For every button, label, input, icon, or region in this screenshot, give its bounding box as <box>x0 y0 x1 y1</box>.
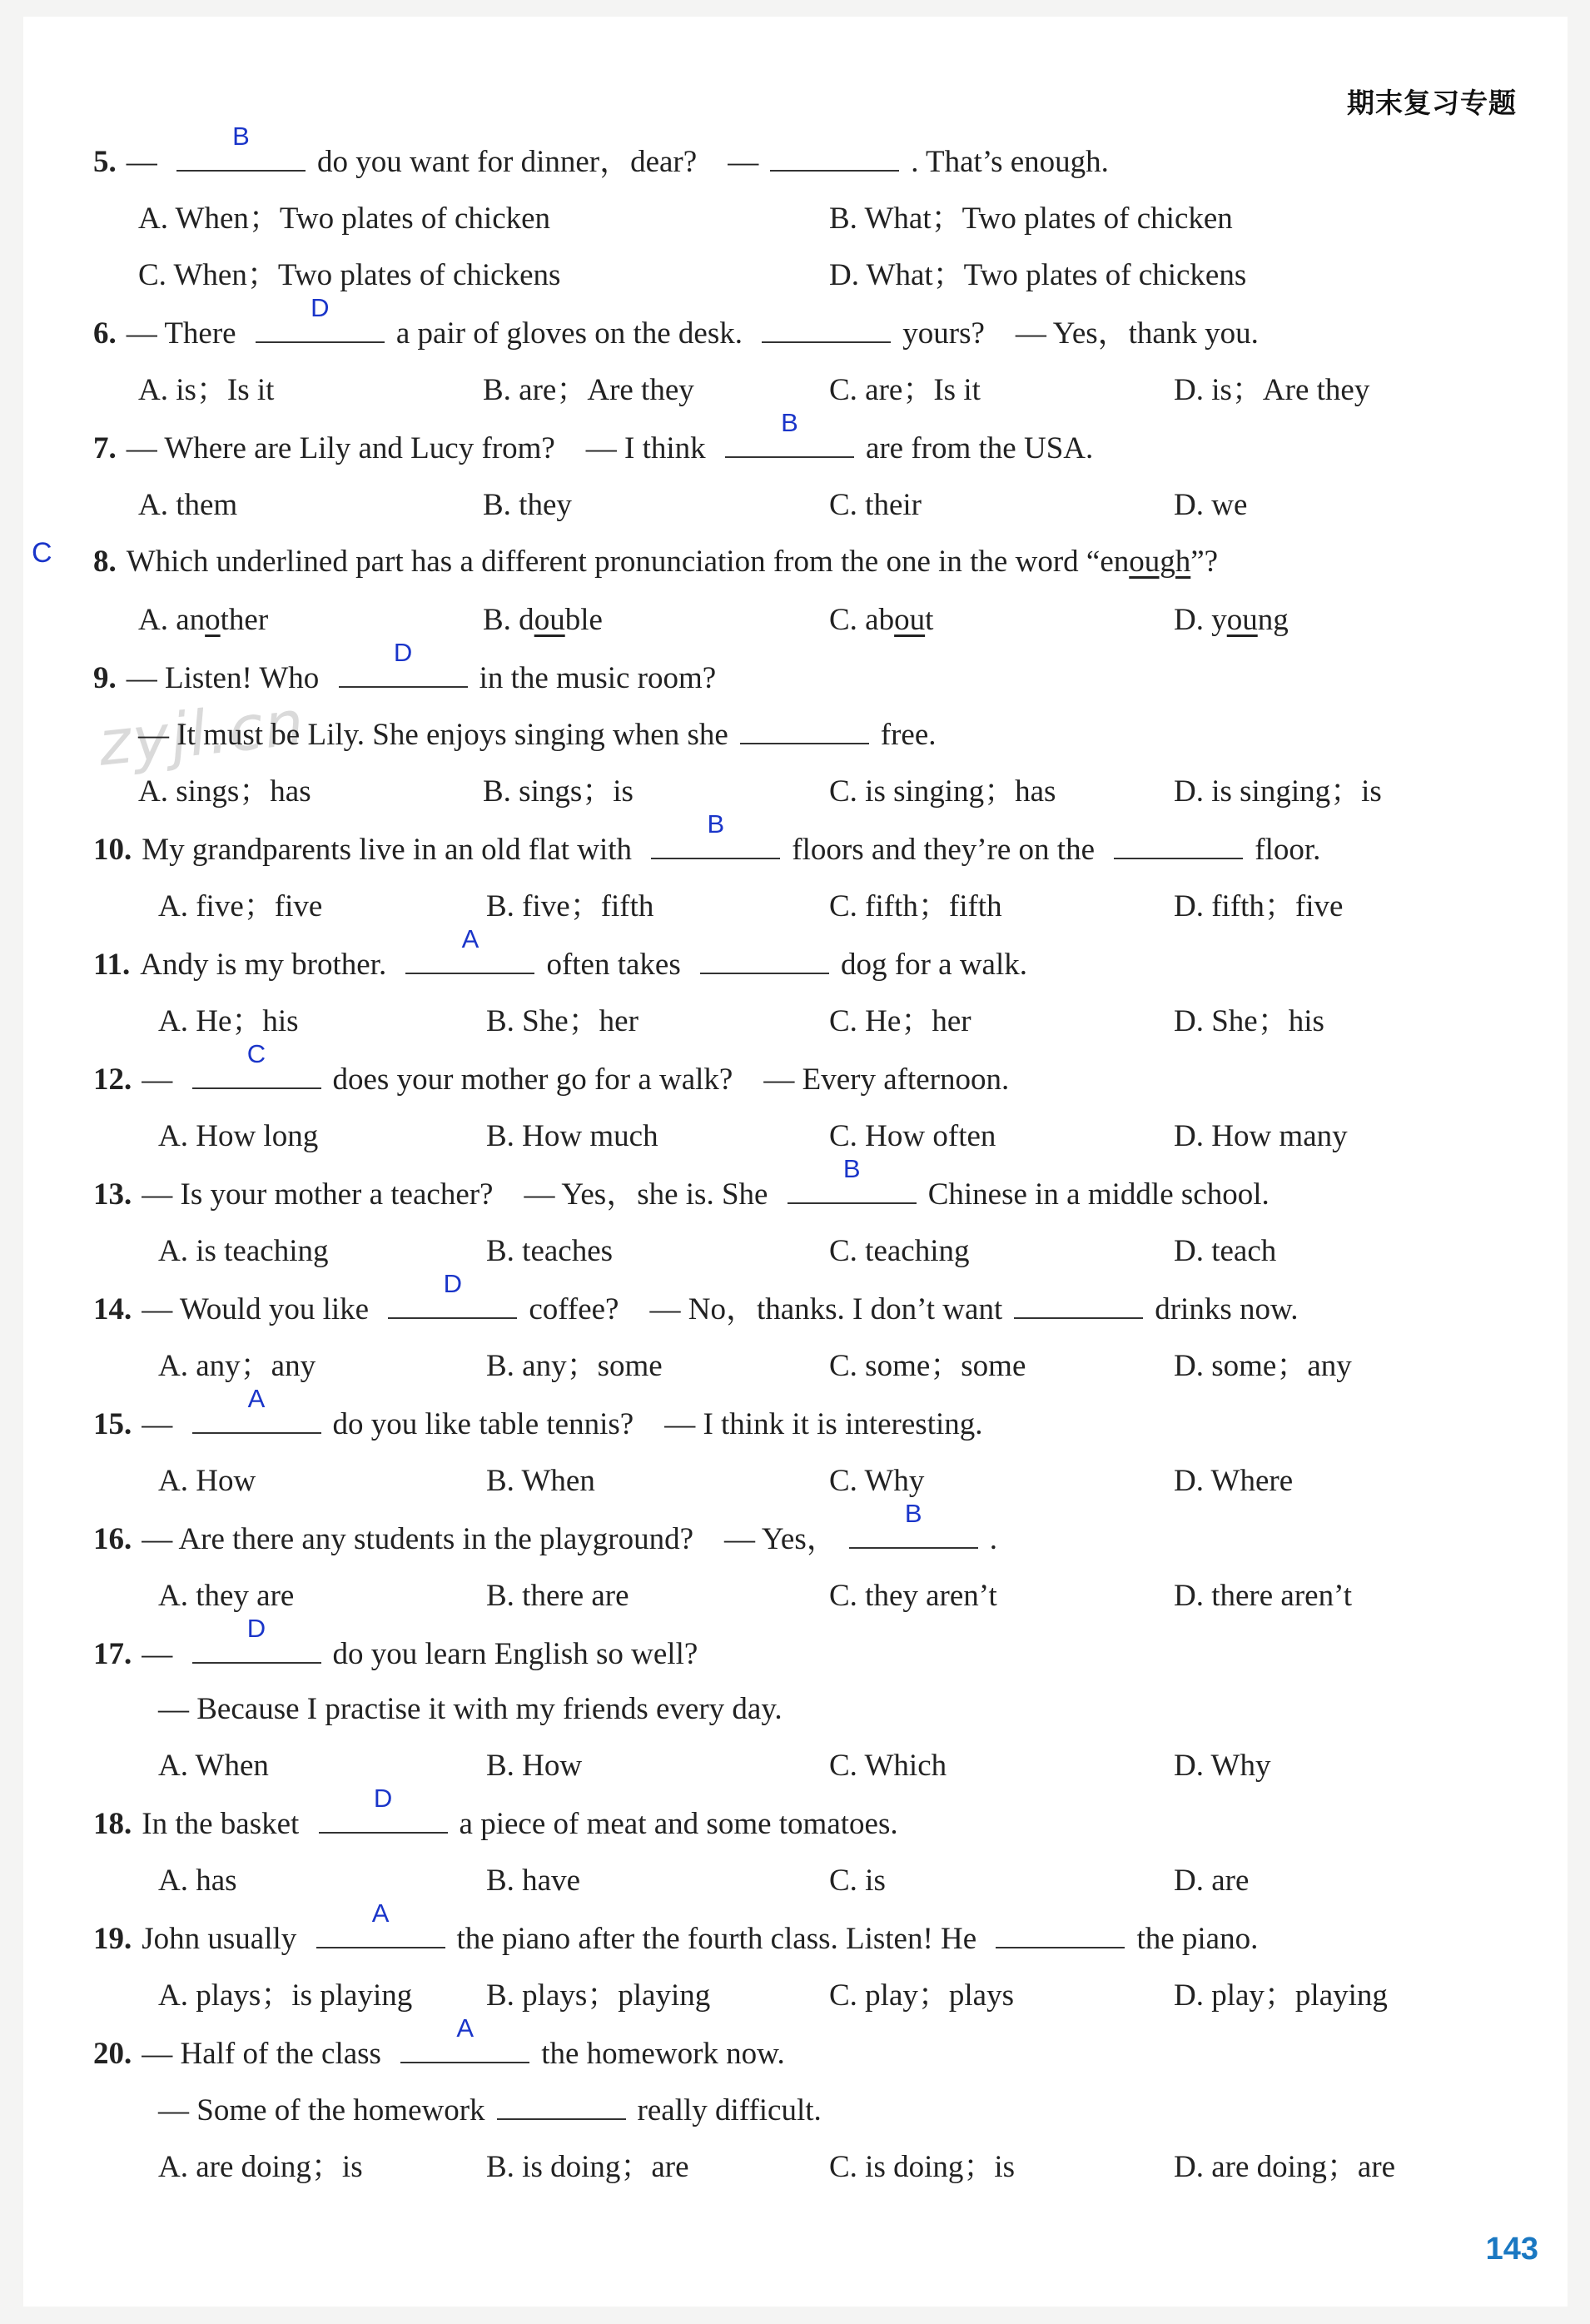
option-a[interactable]: A. When；Two plates of chicken <box>138 202 551 236</box>
page-number: 143 <box>1485 2232 1538 2267</box>
option-a[interactable]: A. any；any <box>158 1349 316 1383</box>
option-b[interactable]: B. plays；playing <box>486 1978 711 2013</box>
option-a[interactable]: A. is；Is it <box>138 373 275 407</box>
option-d[interactable]: D. teach <box>1174 1234 1277 1268</box>
option-b[interactable]: B. have <box>486 1864 581 1898</box>
answer-blank[interactable]: D <box>256 316 385 343</box>
answer-blank[interactable]: A <box>316 1922 445 1948</box>
question-18: 18. In the basket D a piece of meat and some tomatoes. <box>93 1784 898 1841</box>
option-b[interactable]: B. How much <box>486 1119 658 1153</box>
question-20-reply: — Some of the homework really difficult. <box>158 2093 822 2127</box>
option-a[interactable]: A. them <box>138 488 238 522</box>
answer-blank[interactable] <box>996 1922 1125 1948</box>
question-6: 6. — There D a pair of gloves on the desk. yours? — Yes，thank you. <box>93 293 1259 351</box>
option-b[interactable]: B. teaches <box>486 1234 614 1268</box>
answer-blank[interactable]: D <box>388 1292 517 1319</box>
option-a[interactable]: A. When <box>158 1749 269 1783</box>
option-c[interactable]: C. some；some <box>829 1349 1026 1383</box>
answer-blank[interactable] <box>762 316 891 343</box>
question-19: 19. John usually A the piano after the fourth class. Listen! He the piano. <box>93 1899 1259 1956</box>
question-8: 8. Which underlined part has a different pronunciation from the one in the word “enough”? <box>93 545 1219 579</box>
answer-blank[interactable] <box>770 145 899 172</box>
option-d[interactable]: D. How many <box>1174 1119 1348 1153</box>
watermark: zyjl.cn <box>95 687 309 780</box>
answer-blank[interactable]: C <box>192 1062 321 1089</box>
option-a[interactable]: A. How <box>158 1464 256 1498</box>
answer-blank[interactable] <box>740 718 869 744</box>
option-d[interactable]: D. young <box>1174 603 1289 637</box>
question-16: 16. — Are there any students in the playground? — Yes， B . <box>93 1499 997 1556</box>
option-d[interactable]: D. there aren’t <box>1174 1579 1353 1613</box>
option-c[interactable]: C. is <box>829 1864 886 1898</box>
answer-blank[interactable] <box>1014 1292 1143 1319</box>
question-17: 17. — D do you learn English so well? <box>93 1614 698 1671</box>
option-d[interactable]: D. Where <box>1174 1464 1294 1498</box>
option-d[interactable]: D. are doing；are <box>1174 2150 1396 2184</box>
option-c[interactable]: C. is singing；has <box>829 774 1056 809</box>
option-c[interactable]: C. Why <box>829 1464 925 1498</box>
section-header: 期末复习专题 <box>1347 87 1517 119</box>
option-b[interactable]: B. five；fifth <box>486 889 654 923</box>
answer-blank[interactable] <box>700 948 829 974</box>
option-d[interactable]: D. play；playing <box>1174 1978 1388 2013</box>
option-a[interactable]: A. How long <box>158 1119 319 1153</box>
question-11: 11. Andy is my brother. A often takes dog for a walk. <box>93 924 1027 982</box>
option-a[interactable]: A. plays；is playing <box>158 1978 413 2013</box>
option-d[interactable]: D. is singing；is <box>1174 774 1382 809</box>
option-a[interactable]: A. they are <box>158 1579 295 1613</box>
option-b[interactable]: B. double <box>483 603 603 637</box>
option-b[interactable]: B. sings；is <box>483 774 634 809</box>
question-15: 15. — A do you like table tennis? — I think it is interesting. <box>93 1384 983 1441</box>
answer-blank[interactable]: B <box>176 145 306 172</box>
answer-blank[interactable]: A <box>405 948 534 974</box>
answer-blank[interactable]: A <box>400 2037 529 2063</box>
question-7: 7. — Where are Lily and Lucy from? — I think B are from the USA. <box>93 408 1094 465</box>
option-d[interactable]: D. are <box>1174 1864 1250 1898</box>
option-b[interactable]: B. How <box>486 1749 583 1783</box>
option-c[interactable]: C. teaching <box>829 1234 970 1268</box>
option-b[interactable]: B. are；Are they <box>483 373 694 407</box>
question-12: 12. — C does your mother go for a walk? — Every afternoon. <box>93 1039 1010 1097</box>
option-a[interactable]: A. another <box>138 603 269 637</box>
option-d[interactable]: D. Why <box>1174 1749 1271 1783</box>
option-c[interactable]: C. How often <box>829 1119 996 1153</box>
option-c[interactable]: C. about <box>829 603 934 637</box>
option-c[interactable]: C. Which <box>829 1749 947 1783</box>
option-d[interactable]: D. What；Two plates of chickens <box>829 258 1247 292</box>
answer-blank[interactable]: B <box>849 1522 978 1549</box>
option-b[interactable]: B. any；some <box>486 1349 663 1383</box>
answer-blank[interactable]: D <box>339 661 468 688</box>
answer-blank[interactable]: D <box>319 1807 448 1834</box>
question-5: 5. — B do you want for dinner，dear? — . That’s enough. <box>93 122 1109 179</box>
option-a[interactable]: A. sings；has <box>138 774 311 809</box>
option-d[interactable]: D. She；his <box>1174 1004 1324 1038</box>
option-c[interactable]: C. When；Two plates of chickens <box>138 258 561 292</box>
option-b[interactable]: B. She；her <box>486 1004 638 1038</box>
option-b[interactable]: B. they <box>483 488 572 522</box>
option-b[interactable]: B. there are <box>486 1579 629 1613</box>
option-b[interactable]: B. What；Two plates of chicken <box>829 202 1233 236</box>
option-c[interactable]: C. is doing；is <box>829 2150 1016 2184</box>
option-b[interactable]: B. is doing；are <box>486 2150 689 2184</box>
question-9-reply: — It must be Lily. She enjoys singing when she free. <box>138 718 937 752</box>
option-d[interactable]: D. we <box>1174 488 1248 522</box>
option-c[interactable]: C. are；Is it <box>829 373 981 407</box>
question-20: 20. — Half of the class A the homework now. <box>93 2013 785 2071</box>
answer-blank[interactable]: B <box>725 431 854 458</box>
handwritten-answer-q8: C <box>32 537 52 569</box>
option-c[interactable]: C. they aren’t <box>829 1579 997 1613</box>
option-c[interactable]: C. their <box>829 488 922 522</box>
option-c[interactable]: C. play；plays <box>829 1978 1014 2013</box>
question-9: 9. — Listen! Who D in the music room? <box>93 638 717 695</box>
option-a[interactable]: A. has <box>158 1864 237 1898</box>
option-a[interactable]: A. five；five <box>158 889 323 923</box>
question-13: 13. — Is your mother a teacher? — Yes，she is. She B Chinese in a middle school. <box>93 1154 1270 1212</box>
answer-blank[interactable] <box>497 2093 626 2120</box>
answer-blank[interactable]: B <box>788 1177 917 1204</box>
option-b[interactable]: B. When <box>486 1464 595 1498</box>
question-10: 10. My grandparents live in an old flat with B floors and they’re on the floor. <box>93 809 1321 867</box>
question-14: 14. — Would you like D coffee? — No，thanks. I don’t want drinks now. <box>93 1269 1299 1326</box>
option-a[interactable]: A. is teaching <box>158 1234 329 1268</box>
answer-blank[interactable]: A <box>192 1407 321 1434</box>
option-a[interactable]: A. are doing；is <box>158 2150 363 2184</box>
answer-blank[interactable]: B <box>651 833 780 859</box>
option-d[interactable]: D. fifth；five <box>1174 889 1344 923</box>
option-d[interactable]: D. some；any <box>1174 1349 1352 1383</box>
question-17-reply: — Because I practise it with my friends every day. <box>158 1692 783 1726</box>
answer-blank[interactable] <box>1114 833 1243 859</box>
answer-blank[interactable]: D <box>192 1637 321 1664</box>
option-d[interactable]: D. is；Are they <box>1174 373 1370 407</box>
option-c[interactable]: C. He；her <box>829 1004 971 1038</box>
option-c[interactable]: C. fifth；fifth <box>829 889 1002 923</box>
option-a[interactable]: A. He；his <box>158 1004 299 1038</box>
